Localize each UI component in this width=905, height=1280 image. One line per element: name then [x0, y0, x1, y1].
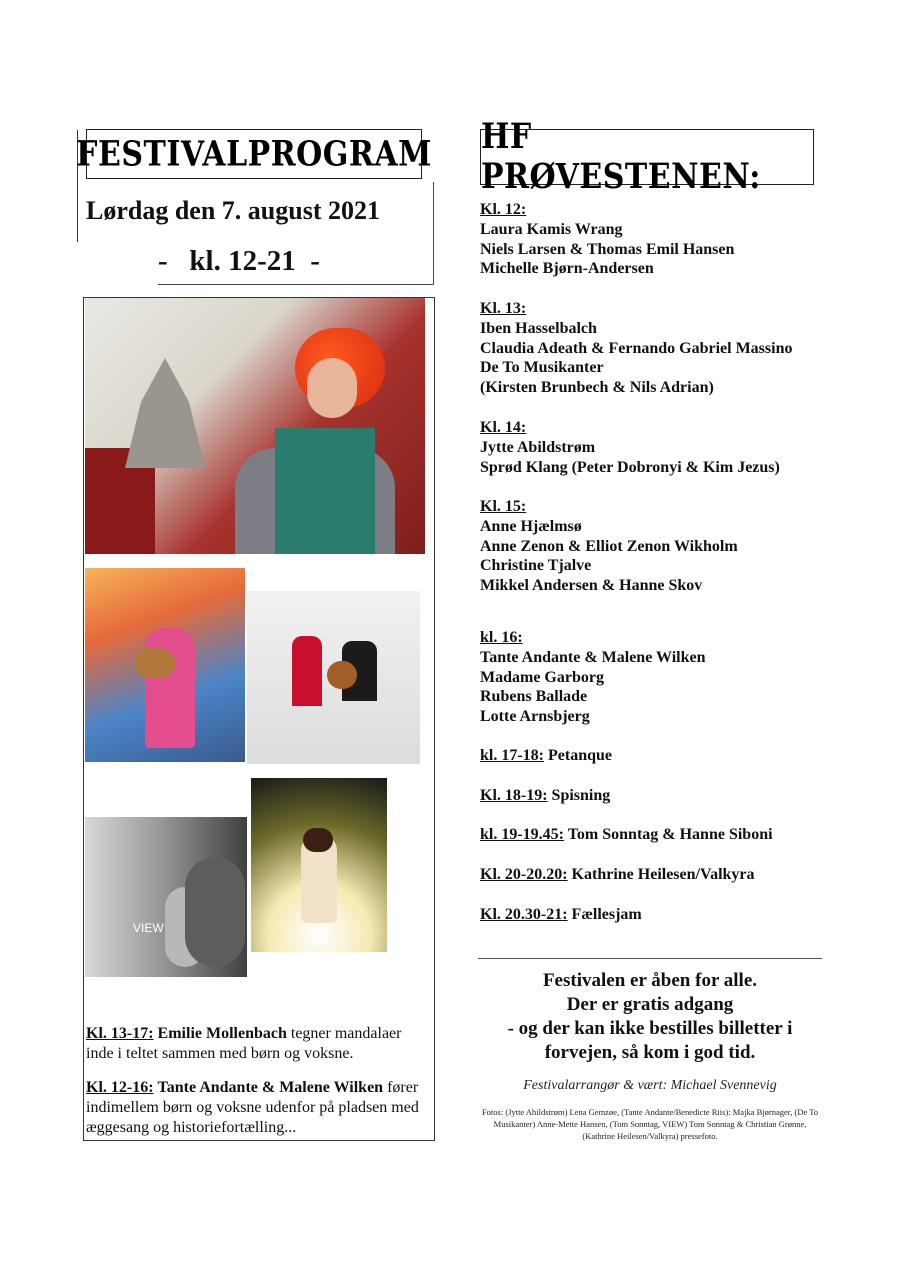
slot-line: Tante Andante & Malene Wilken: [480, 648, 706, 666]
slot-text: Spisning: [551, 787, 611, 804]
schedule-slot-13: [480, 299, 860, 398]
slot-label: kl. 17-18:: [480, 747, 544, 764]
schedule-slot-15: [480, 497, 860, 596]
slot-label: Kl. 18-19:: [480, 787, 548, 804]
slot-label: Kl. 13:: [480, 300, 527, 317]
schedule-slot-18-19: [480, 786, 860, 806]
note-artist: Emilie Mollenbach: [157, 1025, 287, 1042]
slot-line: Madame Garborg: [480, 668, 604, 686]
slot-line: Rubens Ballade: [480, 688, 588, 706]
schedule-slot-20-2020: [480, 865, 860, 885]
slot-line: Christine Tjalve: [480, 557, 592, 575]
photo-flute-guitar-duo: [247, 591, 420, 764]
slot-line: Iben Hasselbalch: [480, 319, 597, 337]
photo-puppeteer: [85, 298, 425, 554]
slot-label: Kl. 15:: [480, 498, 527, 515]
slot-line: Anne Hjælmsø: [480, 517, 582, 535]
note-artist: Tante Andante & Malene Wilken: [157, 1079, 384, 1096]
schedule-slot-19-1945: [480, 825, 860, 845]
venue-title-box: [480, 116, 814, 198]
note-text: tegner mandalaer inde i teltet sammen med børn og voksne.: [86, 1025, 402, 1062]
schedule-slot-17-18: [480, 746, 860, 766]
note-storytelling: [86, 1078, 426, 1138]
schedule-slot-2030-21: [480, 905, 860, 925]
festivalprogram-title-box: [76, 129, 432, 179]
schedule-slot-16: [480, 628, 860, 727]
slot-line: Laura Kamis Wrang: [480, 220, 623, 238]
slot-label: Kl. 20.30-21:: [480, 906, 568, 923]
closing-line: forvejen, så kom i god tid.: [544, 1042, 756, 1063]
closing-line: Der er gratis adgang: [566, 994, 734, 1015]
date-box-right-rule: [433, 182, 434, 284]
photo-singer-valkyra: [251, 778, 387, 952]
closing-line: - og der kan ikke bestilles billetter i: [507, 1018, 793, 1039]
slot-text: Petanque: [548, 747, 612, 764]
slot-text: Tom Sonntag & Hanne Siboni: [567, 826, 773, 843]
host-credit: Festivalarrangør & vært: Michael Svennevig: [523, 1078, 777, 1093]
slot-label: kl. 16:: [480, 629, 523, 646]
slot-label: Kl. 12:: [480, 201, 527, 218]
event-time: - kl. 12-21 -: [158, 245, 320, 277]
slot-line: Michelle Bjørn-Andersen: [480, 260, 654, 278]
schedule-slot-14: [480, 418, 860, 477]
note-time: Kl. 12-16:: [86, 1079, 154, 1096]
photo-credits: Fotos: (Jytte Abildstrøm) Lena Gemzøe, (Tante Andante/Benedicte Riis): Majka Bjørnager, (De To Musikanter) Anne-Mette Hansen, (Tom Sonntag, VIEW) Tom Sonntag & Christian Grønne, (Kathrine Heilesen/Valkyra) pressefoto.: [481, 1107, 819, 1141]
date-box-bottom-rule: [158, 284, 434, 285]
closing-line: Festivalen er åben for alle.: [542, 970, 758, 991]
slot-line: Mikkel Andersen & Hanne Skov: [480, 577, 703, 595]
slot-line: De To Musikanter: [480, 359, 604, 377]
slot-text: Kathrine Heilesen/Valkyra: [571, 866, 755, 883]
slot-line: Niels Larsen & Thomas Emil Hansen: [480, 240, 735, 258]
slot-line: Sprød Klang (Peter Dobronyi & Kim Jezus): [480, 458, 780, 476]
slot-text: Fællesjam: [571, 906, 642, 923]
slot-line: Jytte Abildstrøm: [480, 438, 596, 456]
closing-message: [478, 969, 822, 1065]
photo-view-portrait: [85, 817, 247, 977]
note-mandala: [86, 1024, 426, 1064]
slot-label: Kl. 14:: [480, 419, 527, 436]
note-text: fører indimellem børn og voksne udenfor på pladsen med æggesang og historiefortælling...: [86, 1079, 419, 1136]
slot-line: Claudia Adeath & Fernando Gabriel Massino: [480, 339, 793, 357]
slot-line: Anne Zenon & Elliot Zenon Wikholm: [480, 537, 738, 555]
slot-label: Kl. 20-20.20:: [480, 866, 568, 883]
event-date: Lørdag den 7. august 2021: [86, 196, 380, 225]
page-title: FESTIVALPROGRAM: [76, 133, 432, 175]
slot-label: kl. 19-19.45:: [480, 826, 564, 843]
closing-separator: [478, 958, 822, 959]
slot-line: Lotte Arnsbjerg: [480, 708, 590, 726]
schedule-slot-12: [480, 200, 860, 279]
slot-line: (Kirsten Brunbech & Nils Adrian): [480, 379, 714, 397]
note-time: Kl. 13-17:: [86, 1025, 154, 1042]
view-caption: VIEW: [133, 921, 164, 935]
photo-guitar-singer: [85, 568, 245, 762]
venue-title: HF PRØVESTENEN:: [481, 116, 761, 198]
